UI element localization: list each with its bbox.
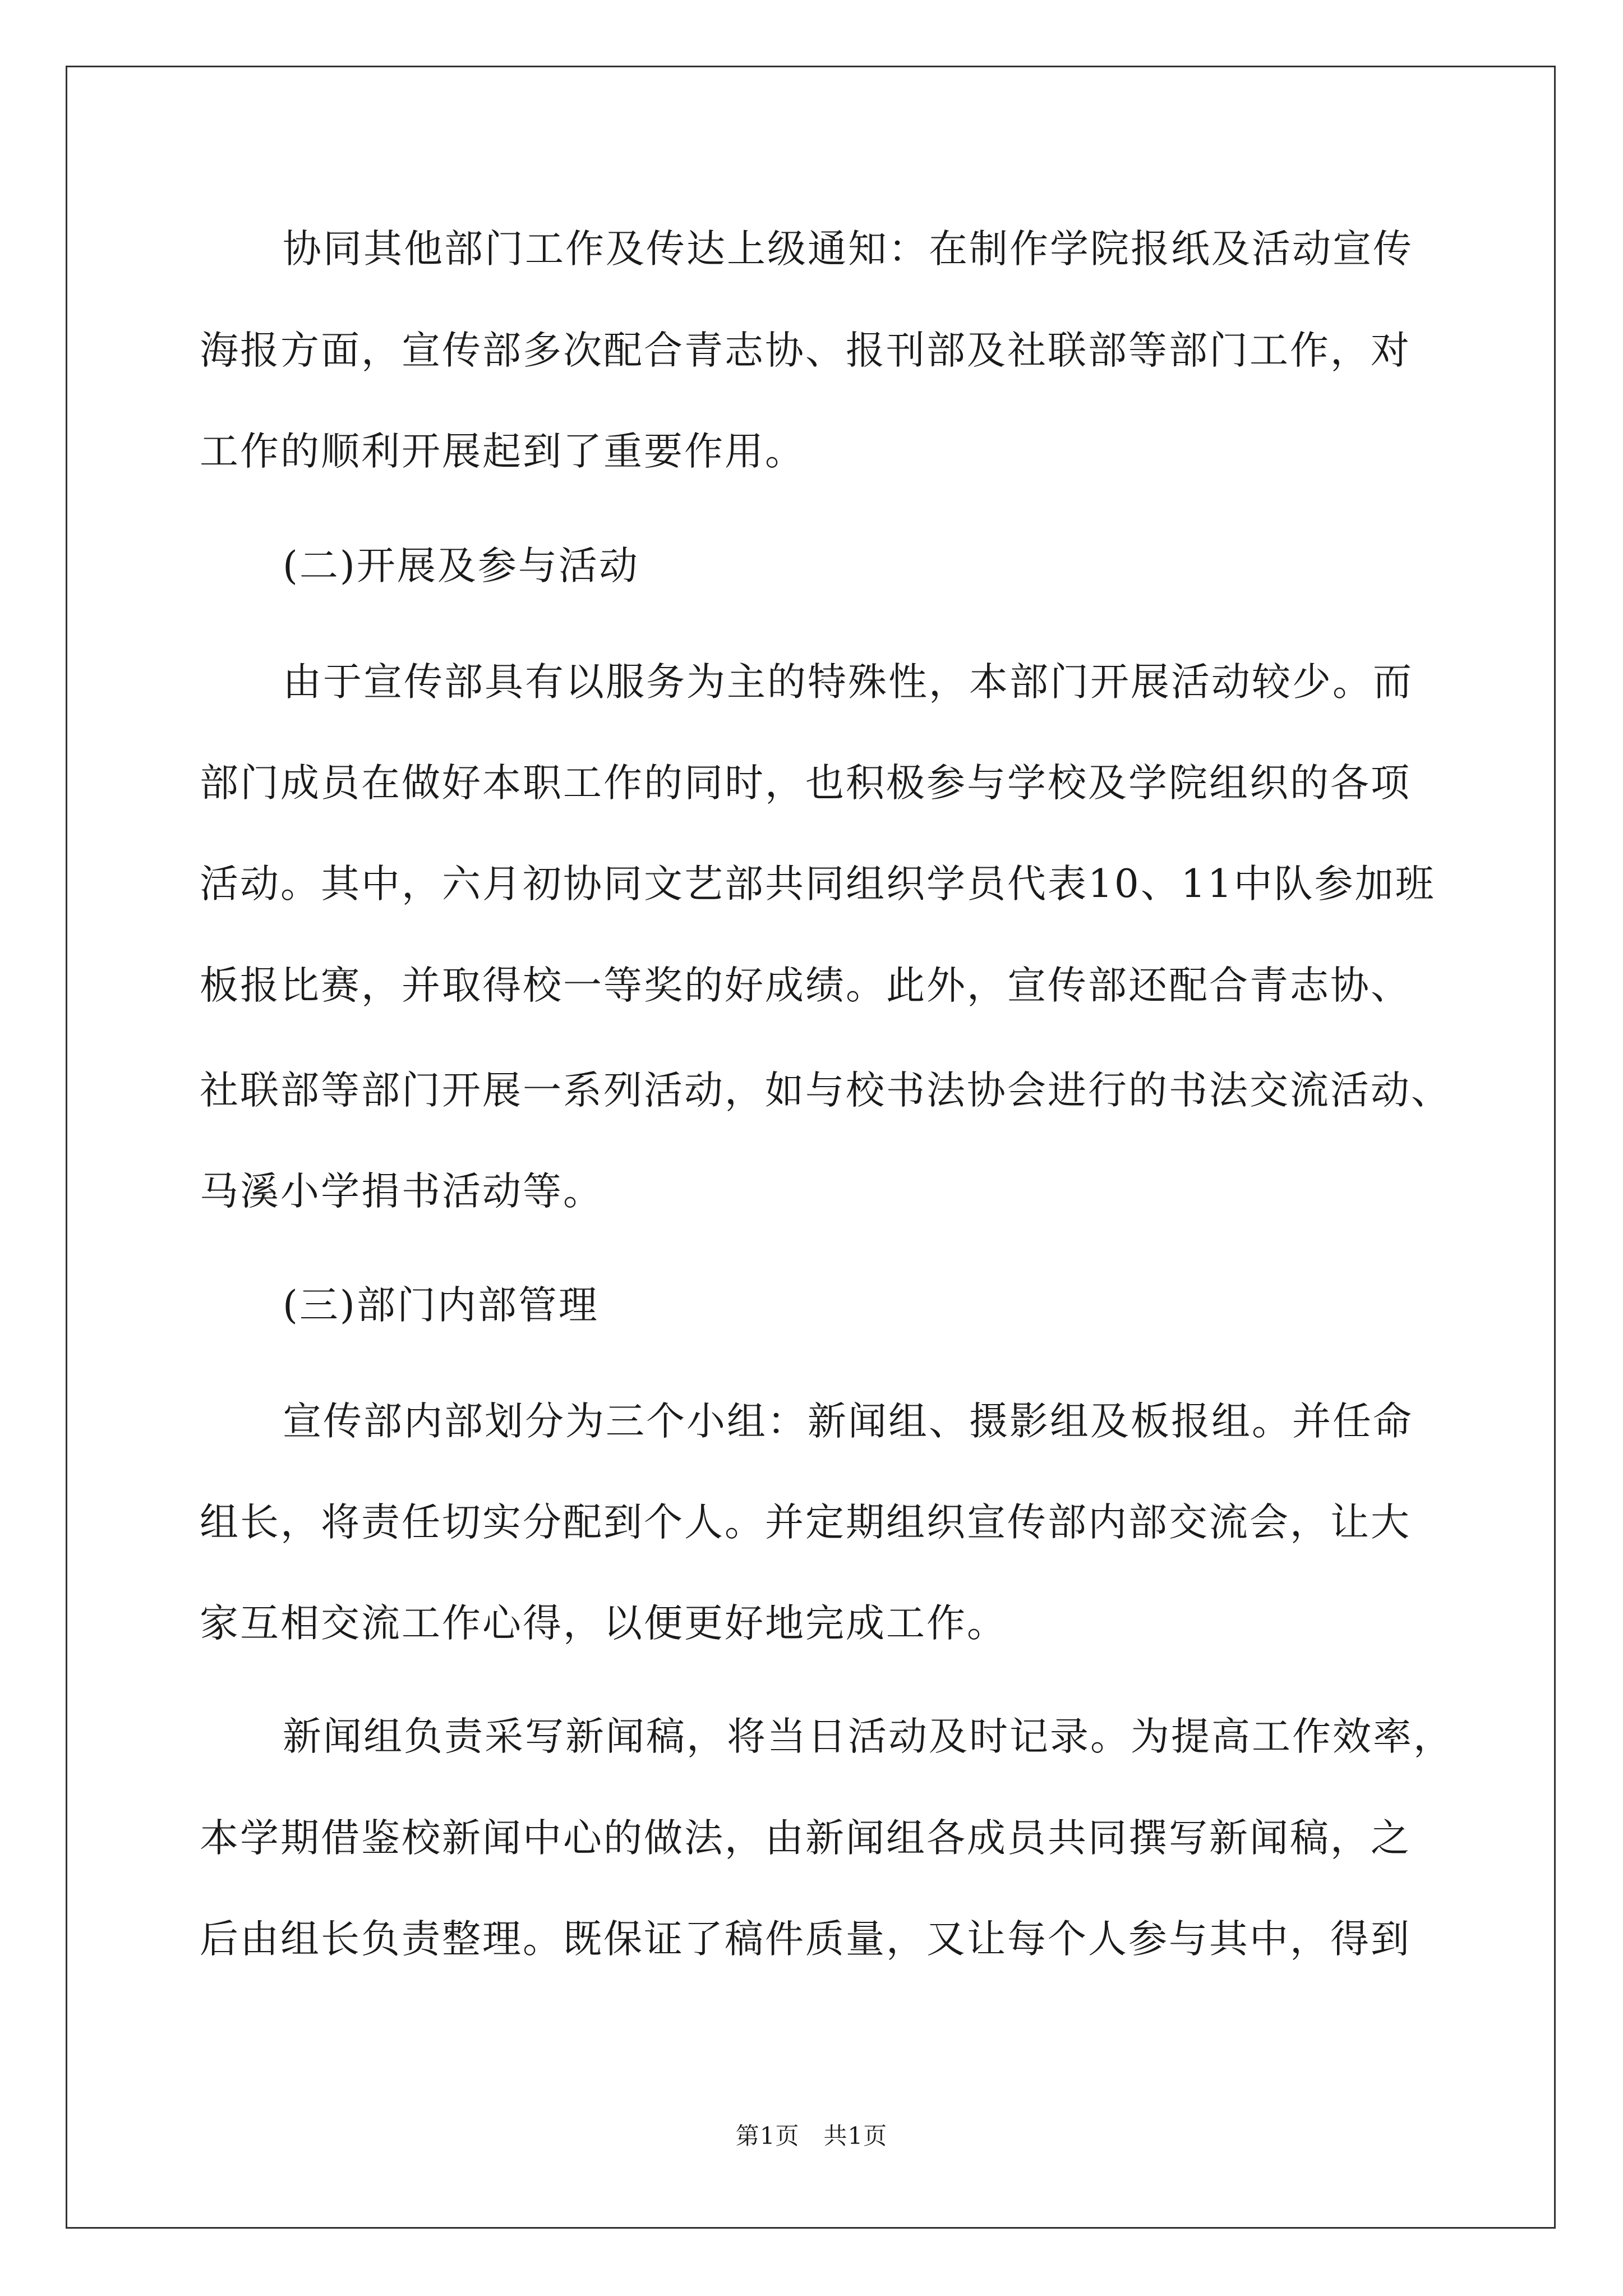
- text-line: 后由组长负责整理。既保证了稿件质量，又让每个人参与其中，得到: [200, 1917, 1411, 1962]
- text-line: 社联部等部门开展一系列活动，如与校书法协会进行的书法交流活动、: [200, 1068, 1451, 1113]
- page-border: [66, 66, 1556, 2229]
- text-line: 协同其他部门工作及传达上级通知：在制作学院报纸及活动宣传: [283, 227, 1413, 272]
- section-heading: (三)部门内部管理: [283, 1283, 599, 1328]
- text-line: 由于宣传部具有以服务为主的特殊性，本部门开展活动较少。而: [283, 660, 1413, 705]
- text-line: 组长，将责任切实分配到个人。并定期组织宣传部内部交流会，让大: [200, 1500, 1411, 1545]
- text-line: 家互相交流工作心得，以便更好地完成工作。: [200, 1601, 1007, 1646]
- page-footer: 第1页 共1页: [735, 2122, 888, 2150]
- text-line: 活动。其中，六月初协同文艺部共同组织学员代表10、11中队参加班: [200, 862, 1436, 907]
- text-line: 本学期借鉴校新闻中心的做法，由新闻组各成员共同撰写新闻稿，之: [200, 1816, 1411, 1861]
- text-line: 板报比赛，并取得校一等奖的好成绩。此外，宣传部还配合青志协、: [200, 963, 1411, 1008]
- text-line: 马溪小学捐书活动等。: [200, 1169, 603, 1214]
- text-line: 新闻组负责采写新闻稿，将当日活动及时记录。为提高工作效率，: [283, 1714, 1454, 1759]
- text-line: 海报方面，宣传部多次配合青志协、报刊部及社联部等部门工作，对: [200, 328, 1411, 373]
- text-line: 宣传部内部划分为三个小组：新闻组、摄影组及板报组。并任命: [283, 1399, 1413, 1444]
- section-heading: (二)开展及参与活动: [283, 544, 639, 588]
- text-line: 部门成员在做好本职工作的同时，也积极参与学校及学院组织的各项: [200, 761, 1411, 806]
- text-line: 工作的顺利开展起到了重要作用。: [200, 429, 805, 474]
